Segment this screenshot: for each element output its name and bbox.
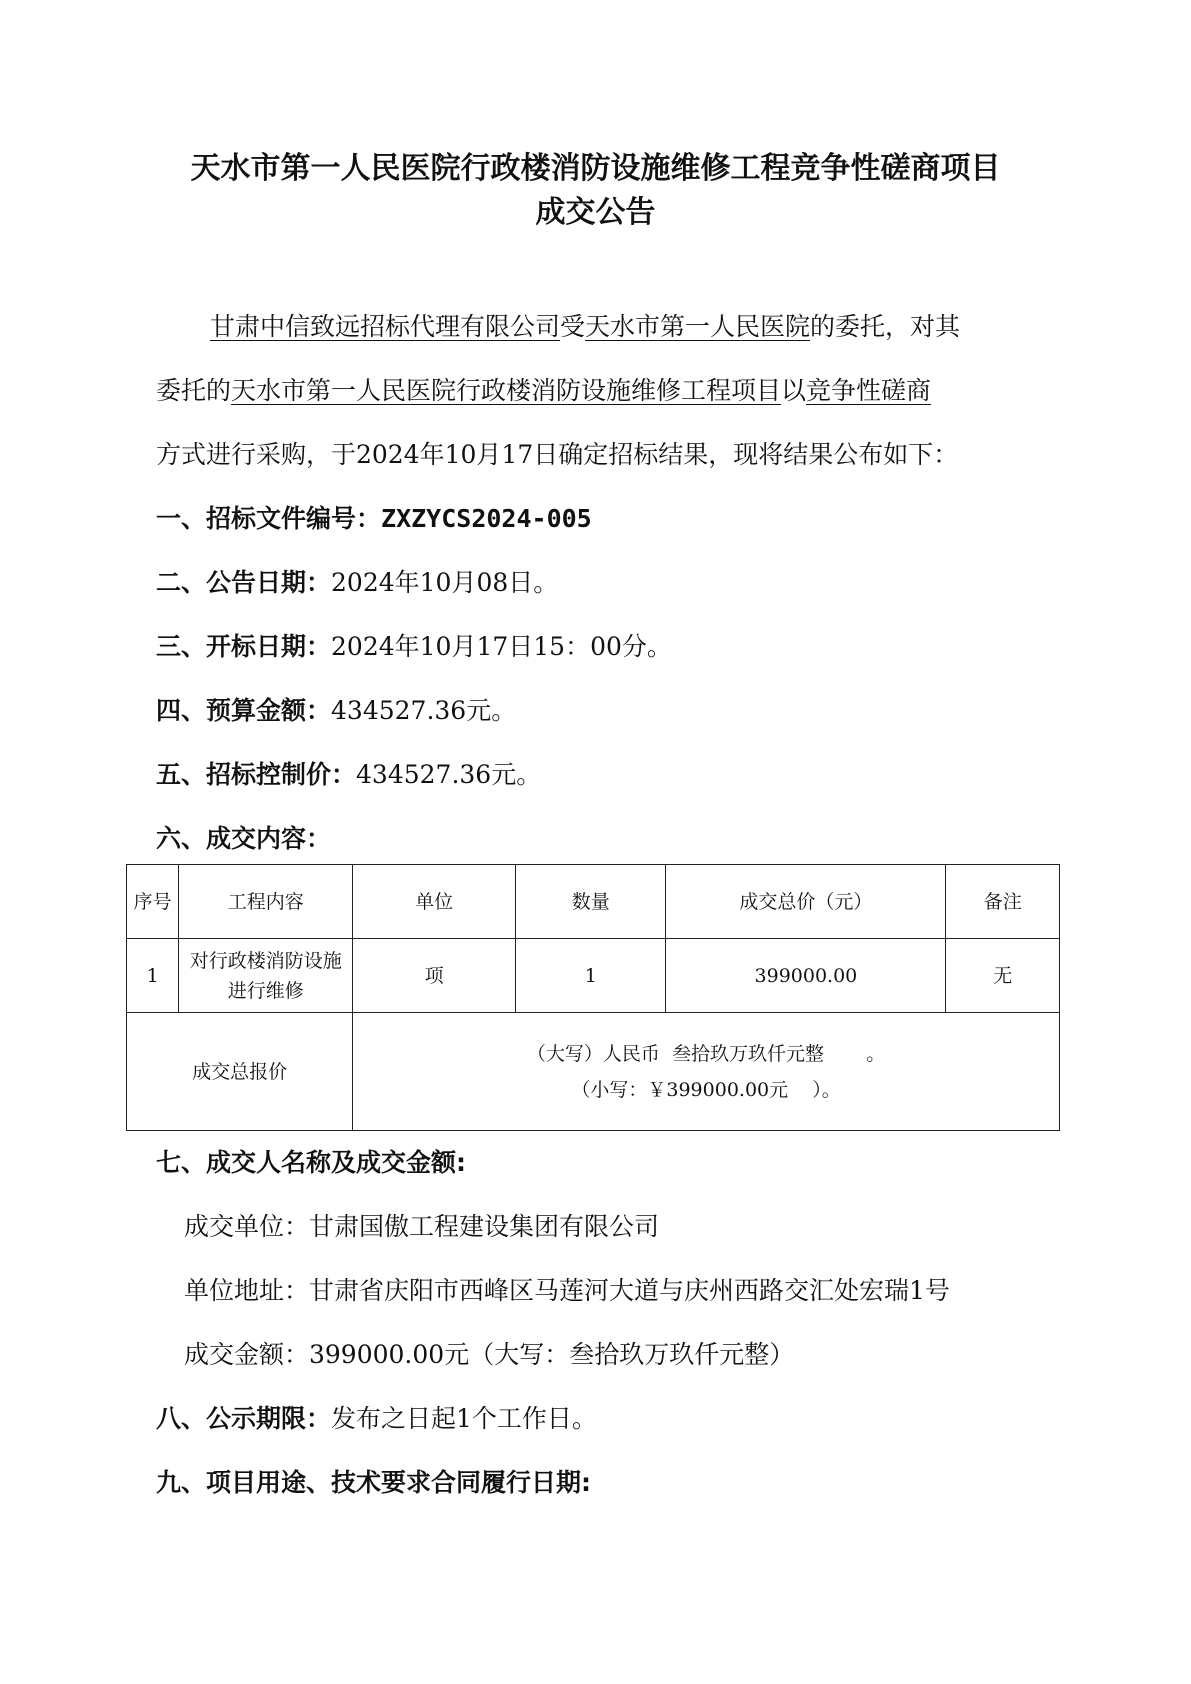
section-label: 八、公示期限： — [156, 1404, 332, 1433]
section-publicity-period — [156, 1402, 597, 1436]
intro-text: 的委托，对其 — [810, 312, 961, 341]
header-cell: 工程内容 — [179, 865, 353, 939]
deal-content-table — [126, 864, 1060, 1131]
cell-unit: 项 — [353, 939, 516, 1013]
section-project-usage — [156, 1466, 591, 1500]
winner-address: 单位地址：甘肃省庆阳市西峰区马莲河大道与庆州西路交汇处宏瑞1号 — [184, 1276, 950, 1305]
table-row — [127, 939, 1060, 1013]
section-label: 九、项目用途、技术要求合同履行日期: — [156, 1468, 591, 1497]
announcement-date: 2024年10月08日。 — [331, 568, 559, 597]
opening-date: 2024年10月17日15：00分。 — [331, 632, 672, 661]
section-budget — [156, 694, 516, 728]
header-cell: 备注 — [946, 865, 1060, 939]
cell-qty: 1 — [516, 939, 666, 1013]
header-cell: 序号 — [127, 865, 179, 939]
section-announcement-date — [156, 566, 558, 600]
cell-total: 399000.00 — [666, 939, 946, 1013]
section-label: 三、开标日期： — [156, 632, 332, 661]
client-name: 天水市第一人民医院 — [585, 312, 811, 341]
table-total-row — [127, 1013, 1060, 1131]
intro-text: 委托的 — [156, 376, 232, 405]
cell-content: 对行政楼消防设施进行维修 — [179, 939, 353, 1013]
total-upper: （大写）人民币 叁拾玖万玖仟元整 。 — [526, 1042, 886, 1065]
agent-name: 甘肃中信致远招标代理有限公司 — [210, 312, 561, 341]
winner-amount: 成交金额：399000.00元（大写：叁拾玖万玖仟元整） — [184, 1340, 795, 1369]
procurement-method: 竞争性磋商 — [806, 376, 932, 405]
control-price: 434527.36元。 — [356, 760, 542, 789]
total-lower: （小写：￥399000.00元 ）。 — [571, 1078, 841, 1101]
section-opening-date — [156, 630, 672, 664]
header-cell: 单位 — [353, 865, 516, 939]
intro-line-2 — [156, 374, 931, 408]
intro-text: 受 — [560, 312, 586, 341]
section-deal-content — [156, 822, 331, 856]
document-title-line-2: 成交公告 — [535, 195, 656, 230]
header-cell: 成交总价（元） — [666, 865, 946, 939]
publicity-period: 发布之日起1个工作日。 — [331, 1404, 597, 1433]
section-label: 六、成交内容： — [156, 824, 332, 853]
intro-line-3: 方式进行采购，于2024年10月17日确定招标结果，现将结果公布如下： — [156, 440, 959, 469]
table-header-row — [127, 865, 1060, 939]
section-label: 五、招标控制价： — [156, 760, 357, 789]
section-label: 二、公告日期： — [156, 568, 332, 597]
total-label-cell: 成交总报价 — [127, 1013, 353, 1131]
section-winner — [156, 1146, 466, 1180]
cell-no: 1 — [127, 939, 179, 1013]
document-title-line-1: 天水市第一人民医院行政楼消防设施维修工程竞争性磋商项目 — [190, 151, 1001, 186]
section-label: 四、预算金额： — [156, 696, 332, 725]
intro-text: 以 — [781, 376, 807, 405]
section-tender-number — [156, 502, 592, 536]
section-control-price — [156, 758, 541, 792]
tender-number: ZXZYCS2024-005 — [381, 504, 592, 533]
section-label: 七、成交人名称及成交金额: — [156, 1148, 466, 1177]
winner-unit: 成交单位：甘肃国傲工程建设集团有限公司 — [184, 1212, 660, 1241]
intro-line-1 — [210, 310, 960, 344]
header-cell: 数量 — [516, 865, 666, 939]
cell-remark: 无 — [946, 939, 1060, 1013]
section-label: 一、招标文件编号： — [156, 504, 382, 533]
total-amount-cell — [353, 1013, 1060, 1131]
project-name: 天水市第一人民医院行政楼消防设施维修工程项目 — [231, 376, 782, 405]
budget-amount: 434527.36元。 — [331, 696, 517, 725]
